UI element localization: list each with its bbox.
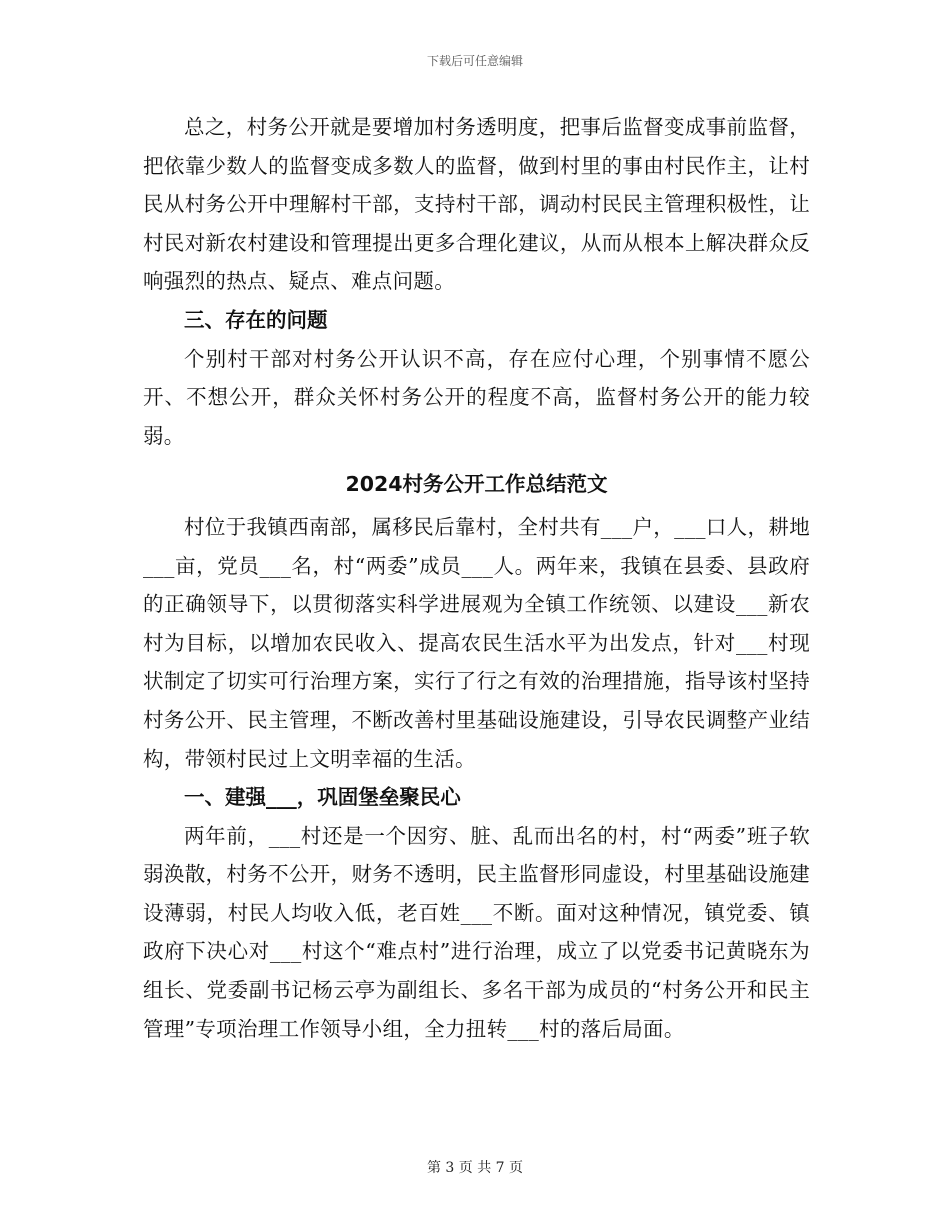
section-heading-problems: 三、存在的问题 <box>184 307 328 332</box>
page-number: 第 3 页 共 7 页 <box>426 1160 524 1176</box>
section-heading-strengthen: 一、建强___，巩固堡垒聚民心 <box>184 785 461 810</box>
paragraph-background: 两年前，___村还是一个因穷、脏、乱而出名的村，村“两委”班子软弱涣散，村务不公开，财务不透明，民主监督形同虚设，村里基础设施建设薄弱，村民人均收入低，老百姓___不断。面对这种情况，镇党委、镇政府下决心对___村这个“难点村”进行治理，成立了以党委书记黄晓东为组长、党委副书记杨云亭为副组长、多名干部为成员的“村务公开和民主管理”专项治理工作领导小组，全力扭转___村的落后局面。 <box>143 823 810 1041</box>
document-body <box>143 108 810 1048</box>
paragraph-problems: 个别村干部对村务公开认识不高，存在应付心理，个别事情不愿公开、不想公开，群众关怀村务公开的程度不高，监督村务公开的能力较弱。 <box>143 346 810 448</box>
paragraph-intro: 村位于我镇西南部，属移民后靠村，全村共有___户，___口人，耕地___亩，党员___名，村“两委”成员___人。两年来，我镇在县委、县政府的正确领导下，以贯彻落实科学进展观为全镇工作统领、以建设___新农村为目标，以增加农民收入、提高农民生活水平为出发点，针对___村现状制定了切实可行治理方案，实行了行之有效的治理措施，指导该村坚持村务公开、民主管理，不断改善村里基础设施建设，引导农民调整产业结构，带领村民过上文明幸福的生活。 <box>143 514 810 771</box>
header-note: 下载后可任意编辑 <box>426 54 523 68</box>
document-title: 2024村务公开工作总结范文 <box>345 472 608 497</box>
paragraph-summary: 总之，村务公开就是要增加村务透明度，把事后监督变成事前监督，把依靠少数人的监督变成多数人的监督，做到村里的事由村民作主，让村民从村务公开中理解村干部，支持村干部，调动村民民主管理积极性，让村民对新农村建设和管理提出更多合理化建议，从而从根本上解决群众反响强烈的热点、疑点、难点问题。 <box>143 115 810 294</box>
